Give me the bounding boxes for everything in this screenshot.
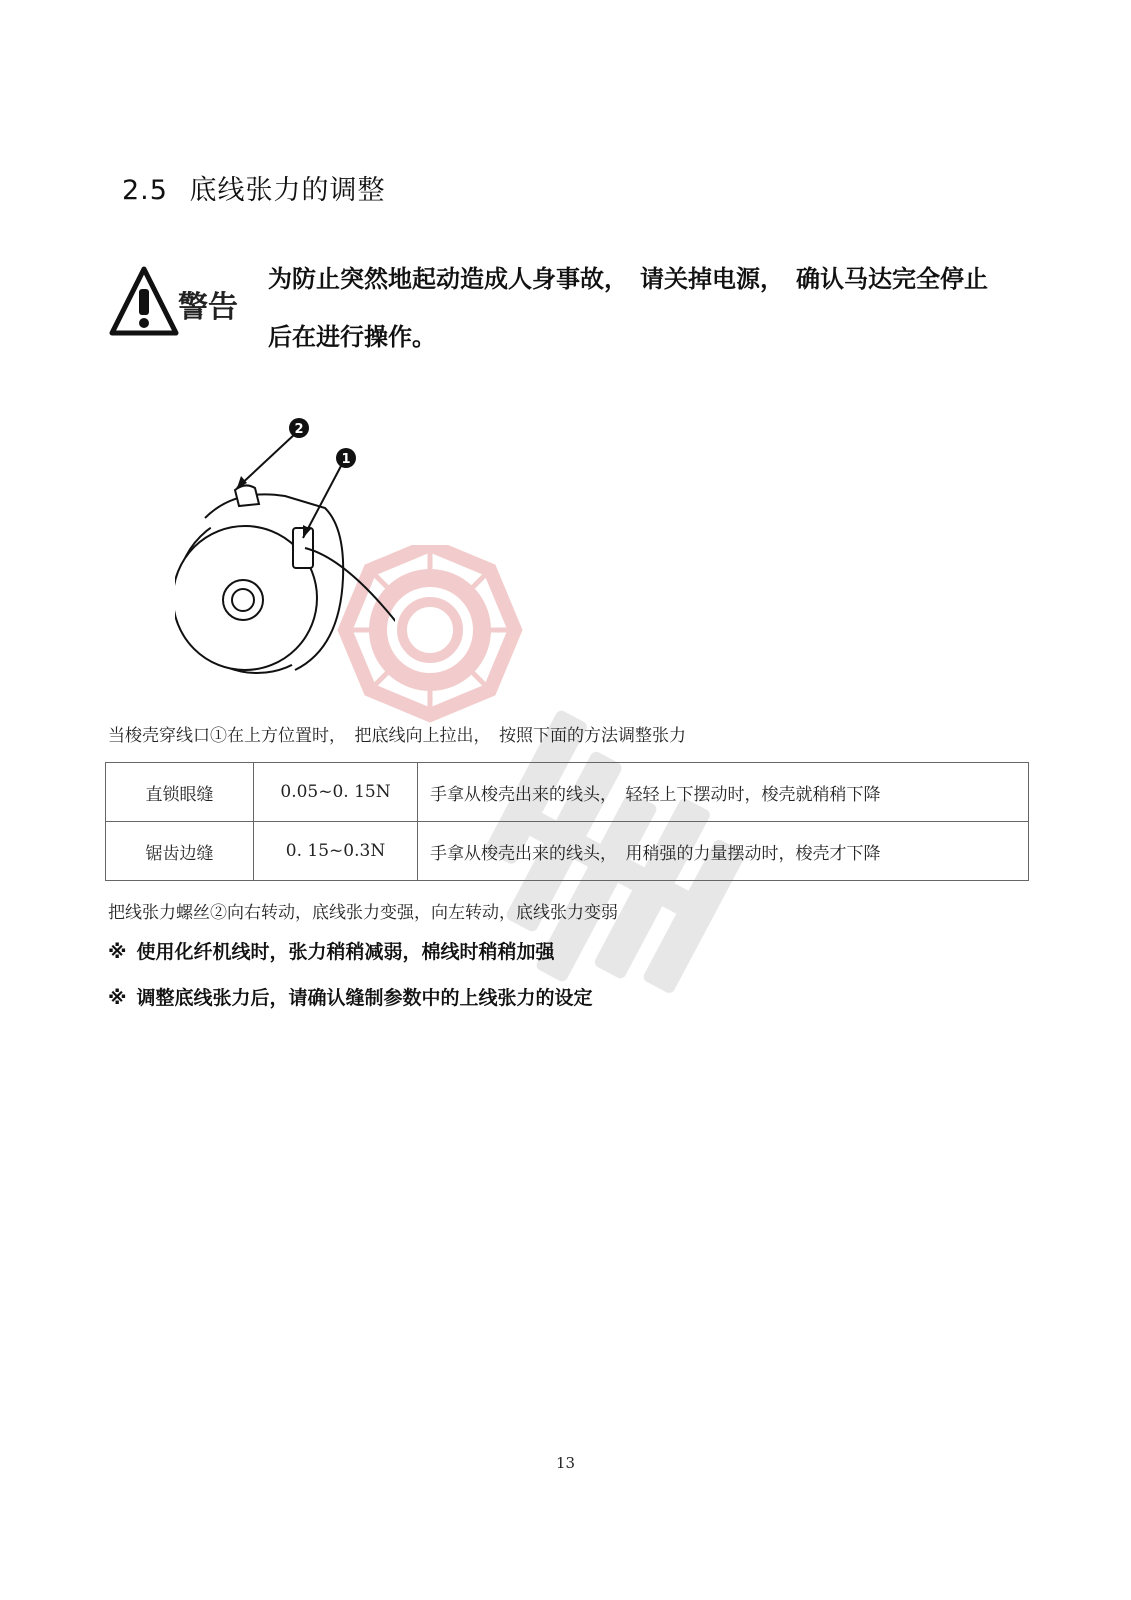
callout-2-arrow <box>237 433 296 488</box>
table-row <box>106 763 1029 822</box>
stitch-type-cell: 锯齿边缝 <box>106 822 254 881</box>
bobbin-case-figure <box>175 408 395 698</box>
bold-note <box>108 983 593 1010</box>
warning-line-2: 后在进行操作。 <box>268 323 436 351</box>
bold-note-text: 调整底线张力后，请确认缝制参数中的上线张力的设定 <box>136 987 593 1009</box>
table-row <box>106 822 1029 881</box>
section-title <box>122 168 386 207</box>
method-cell: 手拿从梭壳出来的线头， 用稍强的力量摆动时，梭壳才下降 <box>418 822 1029 881</box>
figure-caption: 当梭壳穿线口①在上方位置时， 把底线向上拉出， 按照下面的方法调整张力 <box>108 726 686 746</box>
tension-spec-table <box>105 762 1029 881</box>
section-heading-text: 底线张力的调整 <box>189 175 386 206</box>
reference-mark: ※ <box>108 941 127 963</box>
method-cell: 手拿从梭壳出来的线头， 轻轻上下摆动时，梭壳就稍稍下降 <box>418 763 1029 822</box>
tension-range-cell: 0. 15~0.3N <box>254 822 418 881</box>
stitch-type-cell: 直锁眼缝 <box>106 763 254 822</box>
page-number: 13 <box>555 1454 576 1472</box>
section-number: 2.5 <box>122 175 168 206</box>
warning-label: 警告 <box>178 290 238 325</box>
bold-note-text: 使用化纤机线时，张力稍稍减弱，棉线时稍稍加强 <box>136 941 555 963</box>
callout-2-label: 2 <box>294 422 304 437</box>
warning-text <box>268 250 1048 366</box>
adjustment-note: 把线张力螺丝②向右转动，底线张力变强，向左转动，底线张力变弱 <box>108 903 618 923</box>
bold-note <box>108 937 555 964</box>
reference-mark: ※ <box>108 987 127 1009</box>
warning-triangle-icon <box>108 265 180 339</box>
bobbin-case-illustration <box>175 485 343 673</box>
warning-line-1: 为防止突然地起动造成人身事故， 请关掉电源， 确认马达完全停止 <box>268 265 988 293</box>
callout-1-label: 1 <box>341 452 351 467</box>
tension-range-cell: 0.05~0. 15N <box>254 763 418 822</box>
